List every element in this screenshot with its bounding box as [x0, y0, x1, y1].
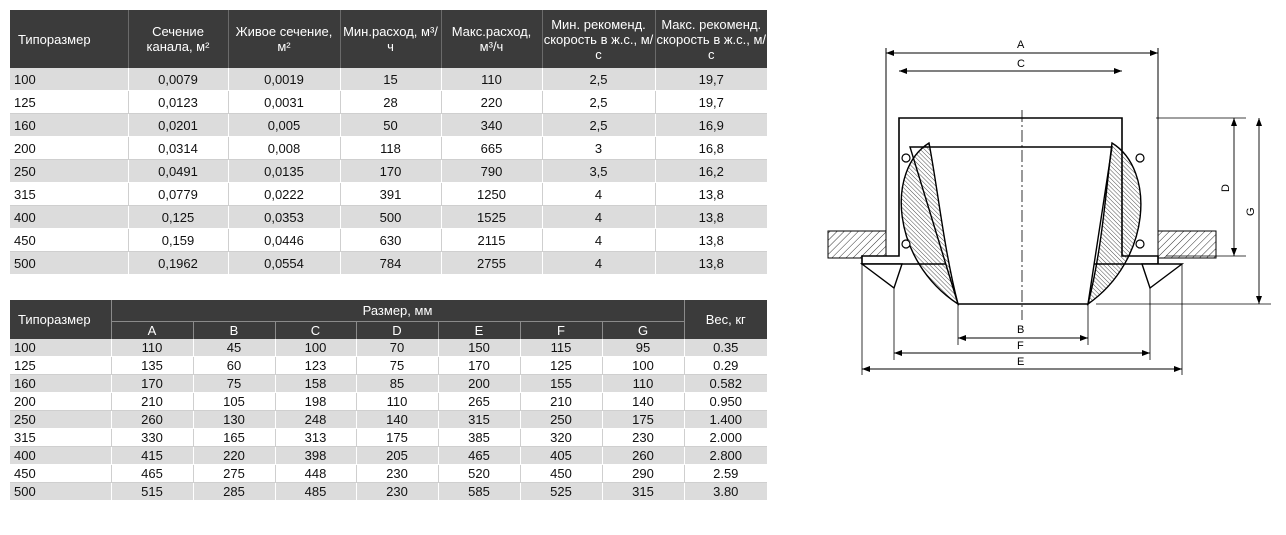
table-cell: 0,0779 [128, 183, 228, 206]
table-cell: 16,8 [655, 137, 767, 160]
row-size-cell: 100 [10, 68, 128, 91]
table-cell: 210 [520, 393, 602, 411]
table-cell: 0,0554 [228, 252, 340, 275]
table-cell: 123 [275, 357, 356, 375]
table-row [10, 206, 767, 229]
table-cell: 158 [275, 375, 356, 393]
table-cell: 2.800 [684, 447, 767, 465]
table-cell: 13,8 [655, 206, 767, 229]
header-size: Типоразмер [10, 10, 128, 68]
header-col-d: D [356, 322, 438, 340]
header-dimensions: Размер, мм [111, 300, 684, 322]
dim-label-d: D [1220, 184, 1232, 192]
table-cell: 385 [438, 429, 520, 447]
table-cell: 205 [356, 447, 438, 465]
table-row [10, 68, 767, 91]
table-cell: 0,0031 [228, 91, 340, 114]
table-cell: 2755 [441, 252, 542, 275]
row-size-cell: 500 [10, 483, 111, 501]
table-cell: 140 [602, 393, 684, 411]
row-size-cell: 125 [10, 91, 128, 114]
table-cell: 45 [193, 339, 275, 357]
table-cell: 2.59 [684, 465, 767, 483]
table-cell: 525 [520, 483, 602, 501]
row-size-cell: 200 [10, 393, 111, 411]
table-cell: 50 [340, 114, 441, 137]
table-cell: 200 [438, 375, 520, 393]
table-cell: 230 [356, 483, 438, 501]
table-cell: 170 [340, 160, 441, 183]
table-cell: 1250 [441, 183, 542, 206]
table-cell: 70 [356, 339, 438, 357]
header-free-section: Живое сечение, м² [228, 10, 340, 68]
row-size-cell: 400 [10, 447, 111, 465]
table-cell: 0,0019 [228, 68, 340, 91]
table-cell: 260 [602, 447, 684, 465]
table-cell: 2115 [441, 229, 542, 252]
table-cell: 165 [193, 429, 275, 447]
row-size-cell: 315 [10, 183, 128, 206]
table-cell: 4 [542, 183, 655, 206]
header-col-e: E [438, 322, 520, 340]
row-size-cell: 250 [10, 411, 111, 429]
table-cell: 0.35 [684, 339, 767, 357]
dim-label-c: C [1017, 58, 1025, 70]
header-duct-section: Сечение канала, м² [128, 10, 228, 68]
table-cell: 0,0123 [128, 91, 228, 114]
table-cell: 170 [111, 375, 193, 393]
table-cell: 285 [193, 483, 275, 501]
table-cell: 0,125 [128, 206, 228, 229]
row-size-cell: 125 [10, 357, 111, 375]
table-cell: 448 [275, 465, 356, 483]
table-cell: 105 [193, 393, 275, 411]
row-size-cell: 160 [10, 114, 128, 137]
table-cell: 115 [520, 339, 602, 357]
table-cell: 1.400 [684, 411, 767, 429]
table-cell: 320 [520, 429, 602, 447]
header-max-flow: Макс.расход, м³/ч [441, 10, 542, 68]
table-cell: 340 [441, 114, 542, 137]
table-cell: 100 [275, 339, 356, 357]
table-row [10, 252, 767, 275]
table-cell: 0,0201 [128, 114, 228, 137]
table-cell: 515 [111, 483, 193, 501]
table-cell: 100 [602, 357, 684, 375]
table-cell: 175 [356, 429, 438, 447]
table-cell: 198 [275, 393, 356, 411]
header-weight: Вес, кг [684, 300, 767, 339]
table-row [10, 393, 767, 411]
row-size-cell: 250 [10, 160, 128, 183]
table-cell: 110 [441, 68, 542, 91]
table-row [10, 114, 767, 137]
row-size-cell: 160 [10, 375, 111, 393]
table-cell: 2,5 [542, 68, 655, 91]
row-size-cell: 500 [10, 252, 128, 275]
table-cell: 290 [602, 465, 684, 483]
table-cell: 15 [340, 68, 441, 91]
table-cell: 13,8 [655, 229, 767, 252]
table-cell: 110 [356, 393, 438, 411]
table-cell: 75 [193, 375, 275, 393]
table-cell: 585 [438, 483, 520, 501]
table-row [10, 183, 767, 206]
header-col-g: G [602, 322, 684, 340]
table-cell: 130 [193, 411, 275, 429]
table-cell: 0.950 [684, 393, 767, 411]
table-cell: 485 [275, 483, 356, 501]
dim-label-g: G [1245, 207, 1257, 216]
table-cell: 110 [602, 375, 684, 393]
table-cell: 0,0314 [128, 137, 228, 160]
table-row [10, 160, 767, 183]
dimensions-table [10, 300, 767, 501]
table-cell: 0,0079 [128, 68, 228, 91]
table-cell: 275 [193, 465, 275, 483]
table-cell: 75 [356, 357, 438, 375]
table-cell: 450 [520, 465, 602, 483]
dimensions-table-body [10, 339, 767, 501]
table-row [10, 91, 767, 114]
table-cell: 118 [340, 137, 441, 160]
table-cell: 0,0353 [228, 206, 340, 229]
table-row [10, 465, 767, 483]
table-cell: 500 [340, 206, 441, 229]
table-cell: 125 [520, 357, 602, 375]
header-col-b: B [193, 322, 275, 340]
header-min-flow: Мин.расход, м³/ч [340, 10, 441, 68]
table-cell: 2,5 [542, 91, 655, 114]
dim-label-a: A [1017, 39, 1025, 51]
specs-table-header [10, 10, 767, 68]
table-cell: 210 [111, 393, 193, 411]
table-cell: 0,0222 [228, 183, 340, 206]
table-row [10, 357, 767, 375]
table-cell: 3 [542, 137, 655, 160]
table-cell: 220 [193, 447, 275, 465]
table-row [10, 339, 767, 357]
row-size-cell: 200 [10, 137, 128, 160]
header-size: Типоразмер [10, 300, 111, 339]
table-cell: 4 [542, 252, 655, 275]
row-size-cell: 315 [10, 429, 111, 447]
table-cell: 330 [111, 429, 193, 447]
dim-label-f: F [1017, 340, 1024, 352]
table-cell: 465 [111, 465, 193, 483]
header-col-c: C [275, 322, 356, 340]
table-cell: 2.000 [684, 429, 767, 447]
table-cell: 0,008 [228, 137, 340, 160]
table-cell: 0.582 [684, 375, 767, 393]
table-row [10, 137, 767, 160]
table-cell: 3.80 [684, 483, 767, 501]
dim-label-b: B [1017, 324, 1025, 336]
table-row [10, 411, 767, 429]
table-cell: 230 [356, 465, 438, 483]
table-row [10, 429, 767, 447]
table-cell: 60 [193, 357, 275, 375]
table-cell: 220 [441, 91, 542, 114]
table-cell: 1525 [441, 206, 542, 229]
diffuser-drawing [826, 30, 1276, 380]
table-cell: 250 [520, 411, 602, 429]
table-cell: 140 [356, 411, 438, 429]
table-cell: 13,8 [655, 252, 767, 275]
table-cell: 2,5 [542, 114, 655, 137]
table-cell: 630 [340, 229, 441, 252]
table-cell: 0,005 [228, 114, 340, 137]
header-col-f: F [520, 322, 602, 340]
table-cell: 175 [602, 411, 684, 429]
row-size-cell: 450 [10, 465, 111, 483]
header-min-speed: Мин. рекоменд. скорость в ж.с., м/с [542, 10, 655, 68]
table-cell: 398 [275, 447, 356, 465]
table-cell: 0,0135 [228, 160, 340, 183]
table-cell: 520 [438, 465, 520, 483]
table-cell: 665 [441, 137, 542, 160]
table-cell: 4 [542, 206, 655, 229]
specs-table-body [10, 68, 767, 275]
table-cell: 230 [602, 429, 684, 447]
wall-left [828, 231, 886, 258]
row-size-cell: 450 [10, 229, 128, 252]
table-cell: 315 [602, 483, 684, 501]
table-cell: 135 [111, 357, 193, 375]
table-cell: 0,0491 [128, 160, 228, 183]
table-cell: 391 [340, 183, 441, 206]
table-cell: 19,7 [655, 68, 767, 91]
table-cell: 95 [602, 339, 684, 357]
table-cell: 4 [542, 229, 655, 252]
table-cell: 16,9 [655, 114, 767, 137]
table-cell: 170 [438, 357, 520, 375]
table-row [10, 483, 767, 501]
wall-right [1158, 231, 1216, 258]
table-cell: 110 [111, 339, 193, 357]
table-row [10, 447, 767, 465]
table-cell: 315 [438, 411, 520, 429]
table-cell: 405 [520, 447, 602, 465]
row-size-cell: 100 [10, 339, 111, 357]
header-max-speed: Макс. рекоменд. скорость в ж.с., м/с [655, 10, 767, 68]
table-cell: 3,5 [542, 160, 655, 183]
table-cell: 265 [438, 393, 520, 411]
dimensions-table-header [10, 300, 767, 339]
table-cell: 0,1962 [128, 252, 228, 275]
table-cell: 0,0446 [228, 229, 340, 252]
specs-table [10, 10, 767, 275]
table-cell: 85 [356, 375, 438, 393]
table-cell: 415 [111, 447, 193, 465]
table-cell: 28 [340, 91, 441, 114]
table-cell: 260 [111, 411, 193, 429]
table-cell: 248 [275, 411, 356, 429]
header-col-a: A [111, 322, 193, 340]
table-cell: 19,7 [655, 91, 767, 114]
dim-label-e: E [1017, 356, 1025, 368]
table-cell: 790 [441, 160, 542, 183]
table-cell: 150 [438, 339, 520, 357]
table-cell: 13,8 [655, 183, 767, 206]
table-cell: 465 [438, 447, 520, 465]
table-cell: 0,159 [128, 229, 228, 252]
table-cell: 0.29 [684, 357, 767, 375]
table-cell: 313 [275, 429, 356, 447]
table-row [10, 229, 767, 252]
table-row [10, 375, 767, 393]
table-cell: 155 [520, 375, 602, 393]
table-cell: 784 [340, 252, 441, 275]
row-size-cell: 400 [10, 206, 128, 229]
table-cell: 16,2 [655, 160, 767, 183]
